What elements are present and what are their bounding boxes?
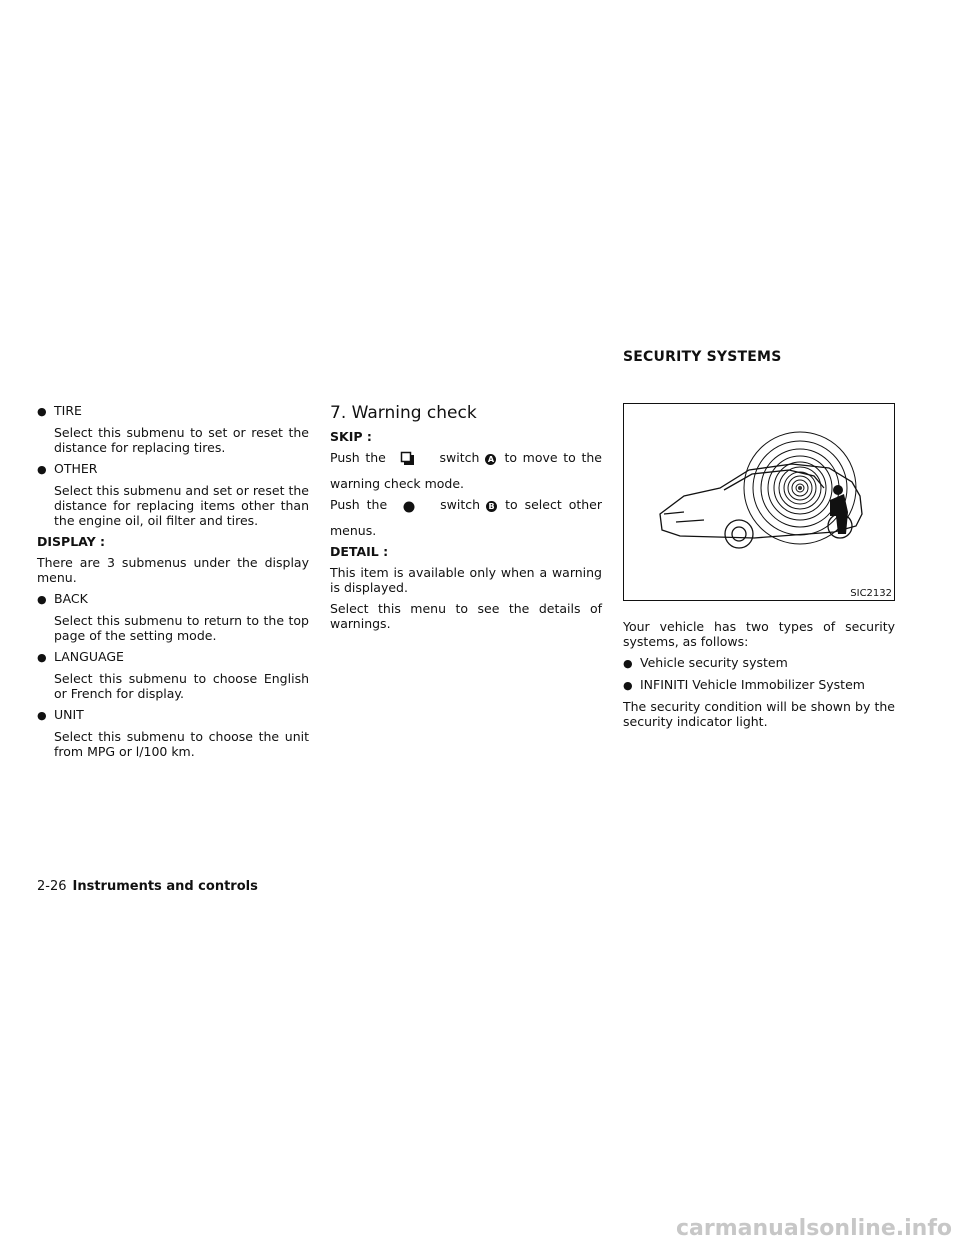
bullet-tire [37,403,309,419]
bullet-other [37,461,309,477]
bullet-icon: ● [37,709,47,722]
figure-id: SIC2132 [850,588,892,599]
skip-paragraph-1 [330,450,602,470]
bullet-desc: Select this submenu to return to the top page of the setting mode. [54,613,309,643]
trip-reset-square-icon [400,451,416,470]
skip-label: SKIP : [330,429,372,444]
bullet-unit [37,707,309,723]
bullet-title: LANGUAGE [54,649,124,664]
bullet-icon: ● [623,657,633,670]
text: Push the [330,450,386,465]
display-label: DISPLAY : [37,534,106,549]
bullet-title: Vehicle security system [640,655,788,670]
skip-paragraph-1-end: warning check mode. [330,476,465,491]
round-button-icon [402,500,416,517]
bullet-icon: ● [623,679,633,692]
bullet-title: UNIT [54,707,84,722]
bullet-title: OTHER [54,461,98,476]
bullet-title: BACK [54,591,88,606]
callout-b-icon: B [486,501,497,512]
security-closing: The security condition will be shown by the security indicator light. [623,699,895,729]
bullet-title: INFINITI Vehicle Immobilizer System [640,677,865,692]
skip-paragraph-2 [330,497,602,517]
callout-a-icon: A [485,454,496,465]
column-1 [37,403,309,765]
text: switch [439,450,480,465]
page-footer [37,879,258,894]
text: to select other [505,497,602,512]
section-title: 7. Warning check [330,403,477,423]
figure-security [623,403,895,601]
watermark: carmanualsonline.info [676,1216,952,1241]
display-intro: There are 3 submenus under the display menu. [37,555,309,585]
chapter-title: Instruments and controls [72,879,258,894]
bullet-immobilizer [623,677,895,693]
car-security-illustration [624,404,896,602]
bullet-desc: Select this submenu to choose the unit from MPG or l/100 km. [54,729,309,759]
bullet-desc: Select this submenu to set or reset the distance for replacing tires. [54,425,309,455]
skip-paragraph-2-end: menus. [330,523,377,538]
detail-paragraph-1: This item is available only when a warning is displayed. [330,565,602,595]
page-number: 2-26 [37,879,67,894]
bullet-icon: ● [37,405,47,418]
security-intro: Your vehicle has two types of security systems, as follows: [623,619,895,649]
bullet-desc: Select this submenu and set or reset the distance for replacing items other than the engine oil, oil filter and tires. [54,483,309,528]
column-2 [330,403,602,637]
bullet-icon: ● [37,651,47,664]
column-3 [623,403,895,735]
text: to move to the [504,450,602,465]
bullet-language [37,649,309,665]
section-heading: SECURITY SYSTEMS [623,349,782,365]
bullet-icon: ● [37,593,47,606]
text: switch [440,497,481,512]
bullet-desc: Select this submenu to choose English or French for display. [54,671,309,701]
text: Push the [330,497,388,512]
detail-paragraph-2: Select this menu to see the details of warnings. [330,601,602,631]
bullet-icon: ● [37,463,47,476]
bullet-vehicle-security [623,655,895,671]
bullet-back [37,591,309,607]
detail-label: DETAIL : [330,544,389,559]
bullet-title: TIRE [54,403,82,418]
